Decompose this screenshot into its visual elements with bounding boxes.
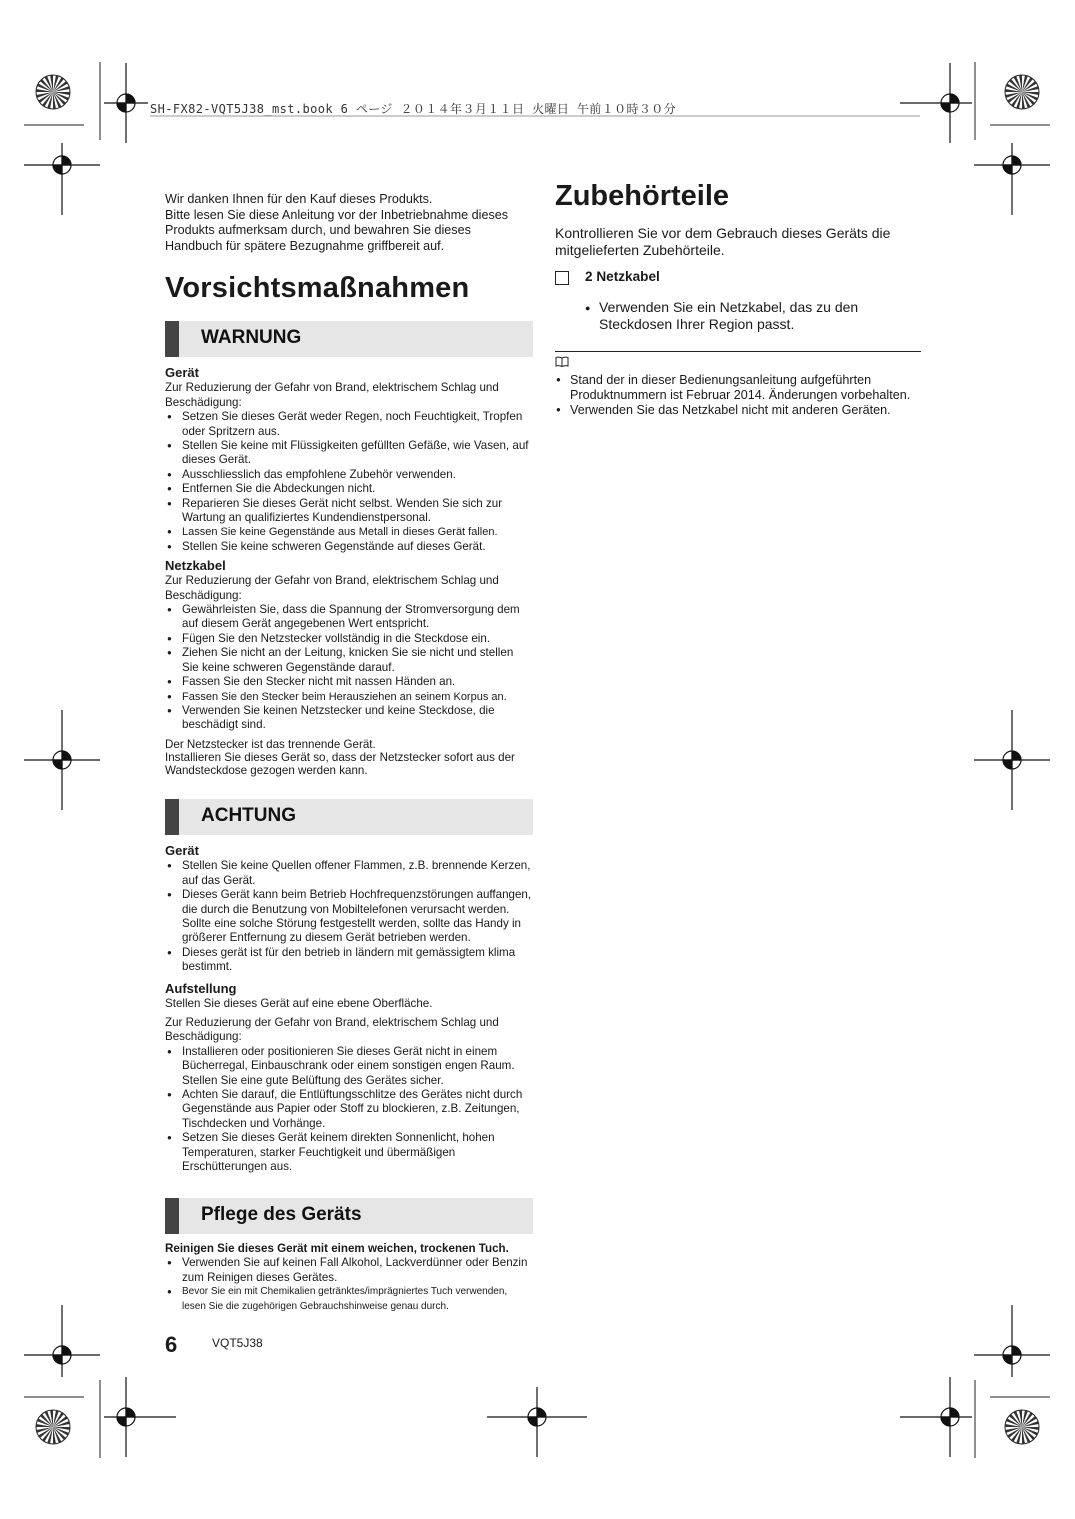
achtung-geraet-title: Gerät <box>165 843 199 859</box>
accessory-item-label: 2 Netzkabel <box>585 269 660 284</box>
precautions-title: Vorsichtsmaßnahmen <box>165 272 470 305</box>
list-item: ● Stand der in dieser Bedienungsanleitung aufgeführten Produktnummern ist Februar 2014. Änderungen vorbehalten. <box>555 373 925 403</box>
list-item: ● Fassen Sie den Stecker nicht mit nassen Händen an. <box>165 675 533 689</box>
aufstellung-intro: Zur Reduzierung der Gefahr von Brand, elektrischem Schlag und Beschädigung: <box>165 1015 499 1044</box>
intro-line: Bitte lesen Sie diese Anleitung vor der Inbetriebnahme dieses <box>165 207 509 222</box>
warnung-netz-list <box>165 603 533 733</box>
list-item: ● Ziehen Sie nicht an der Leitung, knicken Sie sie nicht und stellen Sie keine schweren Gegenstände darauf. <box>165 646 533 675</box>
accessories-title: Zubehörteile <box>555 180 730 212</box>
accessory-item <box>555 269 925 291</box>
intro-text <box>165 192 533 254</box>
netz-note-2: Installieren Sie dieses Gerät so, dass der Netzstecker sofort aus der Wandsteckdose gezogen werden kann. <box>165 751 515 777</box>
warnung-geraet-title: Gerät <box>165 365 199 381</box>
pflege-heading: Pflege des Geräts <box>201 1204 362 1226</box>
achtung-geraet-list <box>165 859 533 974</box>
pflege-list <box>165 1256 533 1314</box>
list-item: ● Verwenden Sie das Netzkabel nicht mit anderen Geräten. <box>555 403 925 418</box>
aufstellung-title: Aufstellung <box>165 980 237 996</box>
warnung-netz-title: Netzkabel <box>165 558 226 574</box>
accessories-intro: Kontrollieren Sie vor dem Gebrauch dieses Geräts die mitgelieferten Zubehörteile. <box>555 225 891 258</box>
list-item: ● Stellen Sie keine mit Flüssigkeiten gefüllten Gefäße, wie Vasen, auf dieses Gerät. <box>165 439 533 468</box>
registration-mark <box>24 143 100 215</box>
right-column <box>555 180 925 417</box>
star-target <box>1005 75 1039 109</box>
warnung-geraet-intro: Zur Reduzierung der Gefahr von Brand, elektrischem Schlag und Beschädigung: <box>165 381 499 409</box>
registration-mark <box>24 1305 100 1377</box>
netz-note-1: Der Netzstecker ist das trennende Gerät. <box>165 737 376 751</box>
list-item: ● Reparieren Sie dieses Gerät nicht selbst. Wenden Sie sich zur Wartung an qualifiziertes Kundendienstpersonal. <box>165 497 533 526</box>
intro-line: Wir danken Ihnen für den Kauf dieses Produkts. <box>165 192 433 206</box>
list-item: ● Ausschliesslich das empfohlene Zubehör verwenden. <box>165 468 533 482</box>
registration-mark <box>974 1305 1050 1377</box>
list-item: ● Stellen Sie keine schweren Gegenstände auf dieses Gerät. <box>165 540 533 554</box>
list-item: ● Verwenden Sie auf keinen Fall Alkohol, Lackverdünner oder Benzin zum Reinigen dieses Gerätes. <box>165 1256 533 1285</box>
page-number: 6 <box>165 1332 178 1357</box>
list-item: ● Dieses Gerät kann beim Betrieb Hochfrequenzstörungen auffangen, die durch die Benutzung von Mobiltelefonen verursacht werden. Sollte eine solche Störung festgestellt werden, sollte das Handy in größerer Entfernung zu diesem Gerät betrieben werden. <box>165 888 533 946</box>
star-target <box>36 1410 70 1444</box>
star-target <box>1005 1410 1039 1444</box>
divider <box>555 351 921 352</box>
pflege-heading-box <box>165 1198 533 1234</box>
aufstellung-line: Stellen Sie dieses Gerät auf eine ebene Oberfläche. <box>165 996 433 1010</box>
list-item: ● Bevor Sie ein mit Chemikalien getränktes/imprägniertes Tuch verwenden, lesen Sie die zugehörigen Gebrauchshinweise genau durch. <box>165 1285 533 1314</box>
list-item: ● Lassen Sie keine Gegenstände aus Metall in dieses Gerät fallen. <box>165 525 533 539</box>
pflege-lead: Reinigen Sie dieses Gerät mit einem weichen, trockenen Tuch. <box>165 1242 509 1256</box>
aufstellung-list <box>165 1045 533 1175</box>
heading-bar <box>165 799 179 835</box>
warnung-heading: WARNUNG <box>201 327 302 349</box>
list-item: ● Entfernen Sie die Abdeckungen nicht. <box>165 482 533 496</box>
registration-mark <box>104 1377 176 1457</box>
registration-mark <box>974 710 1050 810</box>
registration-mark <box>487 1387 587 1457</box>
intro-line: Handbuch für spätere Bezugnahme griffbereit auf. <box>165 238 445 253</box>
list-item: ● Fügen Sie den Netzstecker vollständig in die Steckdose ein. <box>165 632 533 646</box>
achtung-heading: ACHTUNG <box>201 805 296 827</box>
list-item: ● Gewährleisten Sie, dass die Spannung der Stromversorgung dem auf diesem Gerät angegebenen Wert entspricht. <box>165 603 533 632</box>
list-item: ● Dieses gerät ist für den betrieb in ländern mit gemässigtem klima bestimmt. <box>165 946 533 975</box>
star-target <box>36 75 70 109</box>
registration-mark <box>104 63 148 143</box>
heading-bar <box>165 321 179 357</box>
heading-bar <box>165 1198 179 1234</box>
registration-mark <box>900 1377 972 1457</box>
accessory-checkbox[interactable] <box>555 271 569 285</box>
left-column <box>165 192 533 1314</box>
achtung-heading-box <box>165 799 533 835</box>
warnung-heading-box <box>165 321 533 357</box>
list-item: ● Verwenden Sie keinen Netzstecker und keine Steckdose, die beschädigt sind. <box>165 704 533 733</box>
registration-mark <box>900 63 972 143</box>
list-item: ● Installieren oder positionieren Sie dieses Gerät nicht in einem Bücherregal, Einbauschrank oder einem sonstigen engen Raum. Stellen Sie eine gute Belüftung des Gerätes sicher. <box>165 1045 533 1088</box>
list-item: ● Achten Sie darauf, die Entlüftungsschlitze des Gerätes nicht durch Gegenstände aus Papier oder Stoff zu blockieren, z.B. Zeitungen, Tischdecken und Vorhänge. <box>165 1088 533 1131</box>
file-header: SH-FX82-VQT5J38_mst.book 6 ページ ２０１４年３月１１日 火曜日 午前１０時３０分 <box>150 102 677 116</box>
registration-mark <box>24 710 100 810</box>
list-item: ● Fassen Sie den Stecker beim Herausziehen an seinem Korpus an. <box>165 690 533 704</box>
warnung-geraet-list <box>165 410 533 554</box>
list-item: ● Setzen Sie dieses Gerät weder Regen, noch Feuchtigkeit, Tropfen oder Spritzern aus. <box>165 410 533 439</box>
list-item: ● Setzen Sie dieses Gerät keinem direkten Sonnenlicht, hohen Temperaturen, starker Feuchtigkeit und übermäßigen Erschütterungen aus. <box>165 1131 533 1174</box>
intro-line: Produkts aufmerksam durch, und bewahren Sie dieses <box>165 223 471 238</box>
doc-code: VQT5J38 <box>212 1336 263 1350</box>
list-item: ● Verwenden Sie ein Netzkabel, das zu den Steckdosen Ihrer Region passt. <box>585 299 925 333</box>
warnung-netz-intro: Zur Reduzierung der Gefahr von Brand, elektrischem Schlag und Beschädigung: <box>165 574 499 602</box>
notes-list <box>555 373 925 417</box>
accessory-note-list <box>585 299 925 333</box>
book-icon <box>555 356 925 370</box>
registration-mark <box>974 143 1050 215</box>
list-item: ● Stellen Sie keine Quellen offener Flammen, z.B. brennende Kerzen, auf das Gerät. <box>165 859 533 888</box>
